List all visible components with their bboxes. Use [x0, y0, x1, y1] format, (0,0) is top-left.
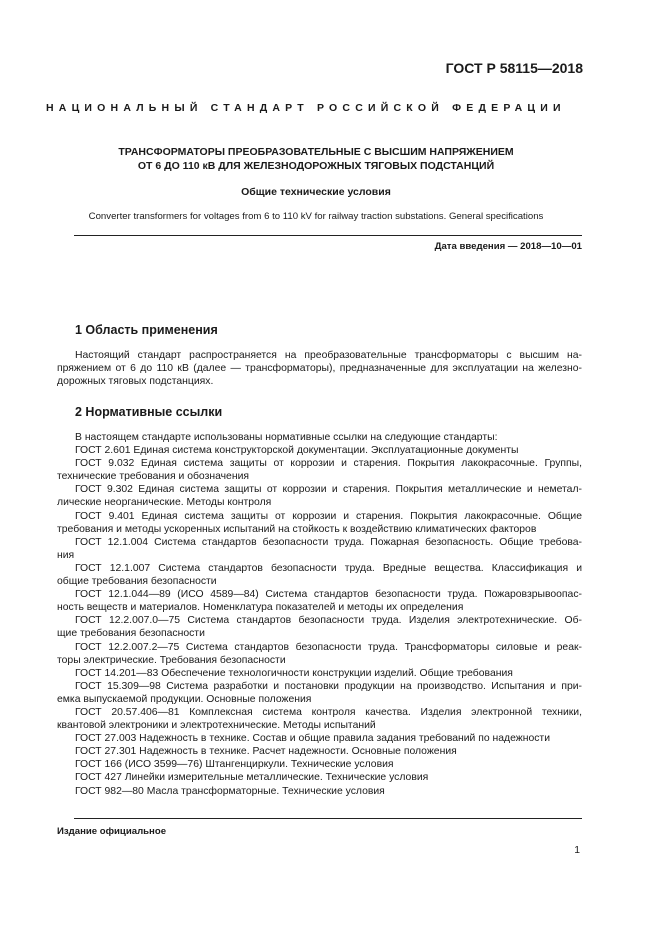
top-divider — [74, 235, 582, 236]
reference-line: ГОСТ 27.301 Надежность в технике. Расчет надежности. Основные положения — [75, 746, 457, 758]
reference-line: емка выпускаемой продукции. Основные положения — [57, 693, 312, 705]
introduction-date: Дата введения — 2018—10—01 — [434, 241, 582, 252]
page-number: 1 — [574, 845, 580, 856]
national-standard-heading: НАЦИОНАЛЬНЫЙ СТАНДАРТ РОССИЙСКОЙ ФЕДЕРАЦИИ — [46, 102, 566, 114]
bottom-divider — [74, 818, 582, 819]
reference-line: ГОСТ 12.1.044—89 (ИСО 4589—84) Система стандартов безопасности труда. Пожаровзрывоопас- — [75, 589, 582, 601]
english-title: Converter transformers for voltages from 6 to 110 kV for railway traction substations. General specifications — [88, 211, 544, 222]
reference-line: ность веществ и материалов. Номенклатура показателей и методы их определения — [57, 602, 464, 614]
reference-line: ГОСТ 14.201—83 Обеспечение технологичности конструкции изделий. Общие требования — [75, 667, 513, 679]
section-1-heading: 1 Область применения — [75, 323, 218, 337]
reference-line: квантовой электроники и электротехнические. Методы испытаний — [57, 720, 376, 732]
reference-line: щие требования безопасности — [57, 628, 205, 640]
section-2-heading: 2 Нормативные ссылки — [75, 405, 223, 419]
reference-line: общие требования безопасности — [57, 576, 217, 588]
title-line-1: ТРАНСФОРМАТОРЫ ПРЕОБРАЗОВАТЕЛЬНЫЕ С ВЫСШИМ НАПРЯЖЕНИЕМ — [118, 146, 514, 158]
section-1-paragraph — [57, 349, 582, 388]
document-subtitle: Общие технические условия — [241, 186, 391, 198]
title-line-2: ОТ 6 ДО 110 кВ ДЛЯ ЖЕЛЕЗНОДОРОЖНЫХ ТЯГОВЫХ ПОДСТАНЦИЙ — [137, 160, 495, 172]
reference-line: ГОСТ 427 Линейки измерительные металлические. Технические условия — [75, 772, 429, 784]
reference-line: ГОСТ 2.601 Единая система конструкторской документации. Эксплуатационные документы — [75, 445, 519, 457]
reference-line: ГОСТ 12.1.004 Система стандартов безопасности труда. Пожарная безопасность. Общие требова- — [75, 536, 582, 548]
official-edition-label: Издание официальное — [57, 826, 167, 837]
reference-line: ГОСТ 20.57.406—81 Комплексная система контроля качества. Изделия электронной техники, — [75, 706, 582, 718]
section-1-body — [57, 349, 582, 388]
reference-line: ГОСТ 982—80 Масла трансформаторные. Технические условия — [75, 785, 385, 797]
reference-line: ГОСТ 15.309—98 Система разработки и постановки продукции на производство. Испытания и при- — [75, 680, 582, 692]
text-line: пряжением от 6 до 110 кВ (далее — трансформаторы), предназначенные для эксплуатации на железно- — [57, 363, 582, 375]
reference-line: торы электрические. Требования безопасности — [57, 654, 286, 666]
reference-line: требования и методы ускоренных испытаний на стойкость к воздействию климатических факторов — [57, 523, 537, 535]
reference-line: ния — [57, 549, 75, 561]
reference-line: ГОСТ 27.003 Надежность в технике. Состав и общие правила задания требований по надежности — [75, 733, 550, 745]
reference-line: ГОСТ 9.032 Единая система защиты от коррозии и старения. Покрытия лакокрасочные. Группы, — [75, 458, 582, 470]
reference-line: ГОСТ 12.2.007.2—75 Система стандартов безопасности труда. Трансформаторы силовые и реак- — [75, 641, 582, 653]
document-number: ГОСТ Р 58115—2018 — [445, 60, 583, 76]
reference-line: технические требования и обозначения — [57, 471, 249, 483]
reference-line: ГОСТ 9.401 Единая система защиты от коррозии и старения. Покрытия лакокрасочные. Общие — [75, 510, 582, 522]
text-line: Настоящий стандарт распространяется на преобразовательные трансформаторы с высшим на- — [75, 350, 582, 361]
text-line: дорожных тяговых подстанциях. — [57, 376, 214, 388]
reference-line: ГОСТ 166 (ИСО 3599—76) Штангенциркули. Технические условия — [75, 759, 394, 771]
reference-line: ГОСТ 9.302 Единая система защиты от коррозии и старения. Покрытия металлические и неметал- — [75, 484, 582, 496]
reference-line: лические неорганические. Методы контроля — [57, 497, 272, 509]
section-2-body — [57, 431, 582, 798]
section-2-intro: В настоящем стандарте использованы нормативные ссылки на следующие стандарты: — [75, 432, 498, 443]
reference-line: ГОСТ 12.1.007 Система стандартов безопасности труда. Вредные вещества. Классификация и — [75, 562, 582, 574]
document-title — [46, 145, 586, 173]
reference-line: ГОСТ 12.2.007.0—75 Система стандартов безопасности труда. Изделия электротехнические. Об- — [75, 615, 582, 627]
